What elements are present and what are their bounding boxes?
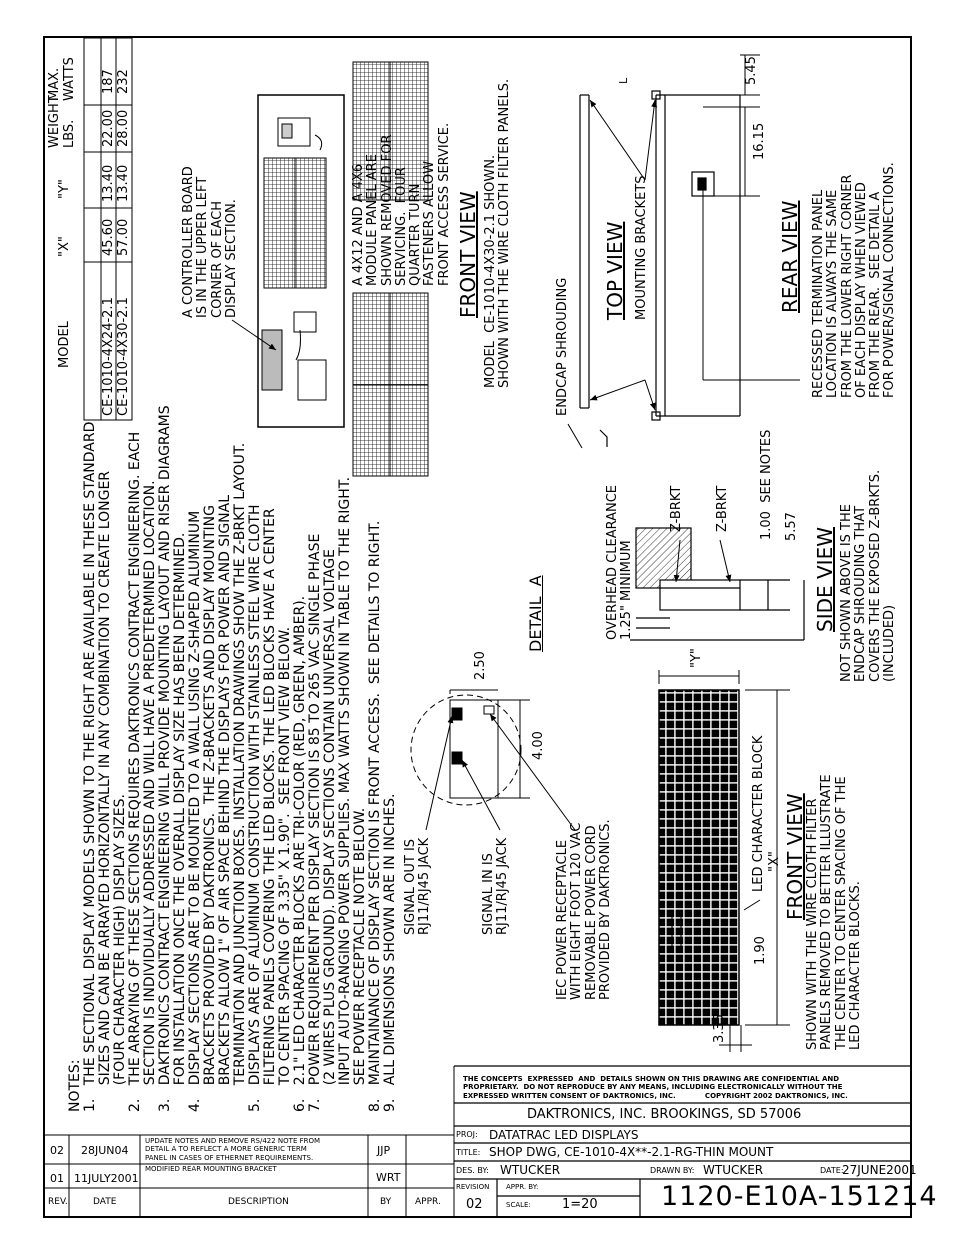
signal-in-label: SIGNAL IN IS RJ11/RJ45 JACK: [481, 837, 511, 935]
note-line: 3. DAKTRONICS CONTRACT ENGINEERING WILL PROVIDE MOUNTING LAYOUT AND RISER DIAGRAMS: [157, 405, 173, 1112]
note-line: 6. 2.1" LED CHARACTER BLOCKS ARE TRI-COLOR (RED, GREEN, AMBER).: [292, 595, 308, 1112]
detail-a-drawing: [411, 690, 530, 805]
table-cell: 57.00: [116, 218, 131, 256]
rev-row-2-by: WRT: [376, 1171, 401, 1184]
note-line: SIZES AND CAN BE ARRAYED HORIZONTALLY IN ANY COMBINATION TO CREATE LONGER: [97, 470, 113, 1112]
iec-label: IEC POWER RECEPTACLE WITH EIGHT FOOT 120 VAC REMOVABLE POWER CORD PROVIDED BY DAKTRONICS.: [555, 819, 613, 1000]
note-line: FILTERING PANELS COVERING THE LED BLOCKS. THE LED BLOCKS HAVE A CENTER: [262, 508, 278, 1112]
rev-header-date: DATE: [93, 1197, 117, 1207]
table-cell: CE-1010-4X30-2.1: [116, 297, 131, 416]
led-block-grid: [659, 690, 739, 1025]
note-line: 4. DISPLAY SECTIONS ARE TO BE MOUNTED TO A WALL USING Z-SHAPED ALUMINUM: [187, 510, 203, 1112]
rear-view-title: REAR VIEW: [778, 200, 802, 313]
note-line: (FOUR CHARACTER HIGH) DISPLAY SIZES.: [112, 794, 128, 1112]
overhead-label: OVERHEAD CLEARANCE 1.25" MINIMUM: [605, 484, 635, 640]
zbrkt-leader-2: [720, 540, 730, 582]
x-dim-label: "X": [767, 851, 782, 872]
dim-557: 5.57: [784, 512, 799, 541]
dim-1615: 16.15: [752, 122, 767, 160]
date-label: DATE:: [820, 1166, 844, 1175]
proj-label: PROJ:: [456, 1130, 478, 1139]
rev-header-description: DESCRIPTION: [228, 1197, 289, 1207]
rev-header-appr: APPR.: [415, 1197, 441, 1207]
mounting-brackets-label: MOUNTING BRACKETS: [634, 175, 649, 320]
table-header-x: "X": [57, 236, 72, 257]
note-line: 8. MAINTAINANCE OF DISPLAY SECTION IS FRONT ACCESS. SEE DETAILS TO RIGHT.: [367, 520, 383, 1112]
detail-a-title: DETAIL A: [526, 575, 545, 652]
dim-250: 2.50: [473, 651, 488, 680]
rev-row-2-description: MODIFIED REAR MOUNTING BRACKET: [145, 1165, 277, 1173]
rev-row-1-date: 28JUN04: [81, 1144, 129, 1157]
des-by-value: WTUCKER: [500, 1163, 561, 1177]
table-cell: 22.00: [101, 109, 116, 147]
table-cell: CE-1010-4X24-2.1: [101, 297, 116, 416]
title-value: SHOP DWG, CE-1010-4X**-2.1-RG-THIN MOUNT: [489, 1145, 774, 1159]
rev-row-2-date: 11JULY2001: [74, 1172, 139, 1185]
dim-335: 3.35: [712, 1014, 727, 1043]
table-header-y: "Y": [57, 179, 72, 199]
side-view-drawing: [630, 528, 804, 640]
rev-row-1-rev: 02: [50, 1144, 64, 1157]
module-panel-label: A 4X12 AND A 4X6 MODULE PANEL ARE SHOWN REMOVED FOR SERVICING. FOUR QUARTER TURN FASTENERS ALLOW FRONT ACCESS SERVICE.: [351, 122, 452, 286]
rev-row-1-by: JJP: [377, 1144, 391, 1157]
rev-row-2-rev: 01: [50, 1172, 64, 1185]
date-value: 27JUNE2001: [842, 1163, 917, 1177]
top-view-title: TOP VIEW: [603, 221, 627, 320]
notes-heading: NOTES:: [67, 1059, 83, 1112]
drawn-by-label: DRAWN BY:: [650, 1166, 695, 1175]
table-cell: 13.40: [101, 164, 116, 202]
note-line: 7. POWER REQUIREMENT PER DISPLAY SECTION IS 85 TO 265 VAC SINGLE PHASE: [307, 533, 323, 1112]
rev-row-1-description: UPDATE NOTES AND REMOVE RS/422 NOTE FROM DETAIL A TO REFLECT A MORE GENERIC TERM PANEL IN CASES OF ETHERNET REQUIREMENTS.: [145, 1137, 321, 1162]
endcap-label: ENDCAP SHROUDING: [555, 277, 570, 416]
proj-value: DATATRAC LED DISPLAYS: [489, 1128, 639, 1142]
des-by-label: DES. BY:: [456, 1166, 489, 1175]
rev-header-by: BY: [380, 1197, 392, 1207]
note-line: TERMINATION AND JUNCTION BOXES. INSTALLATION DRAWINGS SHOW THE Z-BRKT LAYOUT.: [232, 442, 248, 1112]
note-line: FOR INSTALLATION ONCE THE OVERALL DISPLAY SIZE HAS BEEN DETERMINED.: [172, 532, 188, 1112]
led-block-label: LED CHARACTER BLOCK: [751, 735, 766, 892]
note-line: 5. DISPLAYS ARE OF ALUMINUM CONSTRUCTION WITH STAINLESS STEEL WIRE CLOTH: [247, 504, 263, 1112]
side-view-subtitle: NOT SHOWN ABOVE IS THE ENDCAP SHROUDING THAT COVERS THE EXPOSED Z-BRKTS. (INCLUDED): [839, 469, 897, 682]
dim-545: 5.45: [744, 56, 759, 85]
dim-190: 1.90: [753, 936, 768, 965]
revision-label: REVISION: [456, 1183, 490, 1191]
dim-100: 1.00 SEE NOTES: [759, 429, 774, 540]
table-cell: 28.00: [116, 109, 131, 147]
rear-view-subtitle: RECESSED TERMINATION PANEL LOCATION IS ALWAYS THE SAME FROM THE LOWER RIGHT CORNER OF EACH DISPLAY WHEN VIEWED FROM THE REAR. SEE DETAIL A FOR POWER/SIGNAL CONNECTIONS.: [811, 162, 898, 398]
note-line: (2 WIRES PLUS GROUND). DISPLAY SECTIONS CONTAIN UNIVERSAL VOLTAGE: [322, 549, 338, 1112]
l-mark: L: [617, 77, 630, 84]
note-line: BRACKETS ALLOW 1" OF AIR SPACE BEHIND THE DISPLAYS FOR POWER AND SIGNAL: [217, 494, 233, 1112]
detail-a-leaders: [426, 714, 575, 830]
front-view-top-title: FRONT VIEW: [456, 191, 480, 318]
y-dim-label: "Y": [689, 648, 704, 668]
side-view-title: SIDE VIEW: [813, 527, 837, 632]
note-line: SEE POWER RECEPTACLE NOTE BELOW.: [352, 807, 368, 1112]
endcap-leader: [568, 424, 582, 448]
revision-value: 02: [466, 1197, 483, 1212]
controller-label: A CONTROLLER BOARD IS IN THE UPPER LEFT CORNER OF EACH DISPLAY SECTION.: [181, 166, 239, 318]
appr-by-label: APPR. BY:: [506, 1183, 539, 1191]
drawing-number: 1120-E10A-151214: [661, 1181, 938, 1212]
table-cell: 232: [116, 69, 131, 94]
note-line: TO CENTER SPACING OF 3.35" X 1.90". SEE FRONT VIEW BELOW.: [277, 626, 293, 1112]
note-line: BRACKETS PROVIDED BY DAKTRONICS. THE Z-BRACKETS AND DISPLAY MOUNTING: [202, 505, 218, 1112]
front-view-bottom-title: FRONT VIEW: [783, 793, 807, 920]
table-header-weight: WEIGHT LBS.: [47, 95, 77, 148]
table-cell: 187: [101, 69, 116, 94]
rev-header-rev: REV.: [48, 1197, 68, 1207]
dim-400: 4.00: [531, 731, 546, 760]
front-view-bottom-subtitle: SHOWN WITH THE WIRE CLOTH FILTER PANELS REMOVED TO BETTER ILLUSTRATE THE CENTER TO CENTER SPACING OF THE LED CHARACTER BLOCKS.: [805, 774, 863, 1050]
note-line: INPUT AUTO-RANGING POWER SUPPLIES. MAX WATTS SHOWN IN TABLE TO THE RIGHT.: [337, 476, 353, 1112]
scale-label: SCALE:: [506, 1201, 531, 1209]
scale-value: 1=20: [562, 1197, 598, 1212]
confidential-notice: THE CONCEPTS EXPRESSED AND DETAILS SHOWN ON THIS DRAWING ARE CONFIDENTIAL AND PROPRIETARY. DO NOT REPRODUCE BY ANY MEANS, INCLUDING ELECTRONICALLY WITHOUT THE EXPRESSED WRITTEN CONSENT OF DAKTRONICS, INC. COPYRIGHT 2002 DAKTRONICS, INC.: [463, 1075, 848, 1100]
note-line: SECTION IS INDIVIDUALLY ADDRESSED AND WILL HAVE A PREDETERMINED LOCATION.: [142, 480, 158, 1112]
drawn-by-value: WTUCKER: [703, 1163, 764, 1177]
zbrkt-label-2: Z-BRKT: [715, 485, 730, 532]
front-view-top-subtitle: MODEL CE-1010-4X30-2.1 SHOWN. SHOWN WITH THE WIRE CLOTH FILTER PANELS.: [483, 78, 513, 388]
note-line: 1. THE SECTIONAL DISPLAY MODELS SHOWN TO THE RIGHT ARE AVAILABLE IN THESE STANDARD: [82, 421, 98, 1112]
table-header-model: MODEL: [57, 321, 72, 368]
title-label: TITLE:: [456, 1148, 481, 1157]
note-line: 9. ALL DIMENSIONS SHOWN ARE IN INCHES.: [382, 793, 398, 1112]
table-cell: 45.60: [101, 218, 116, 256]
zbrkt-label-1: Z-BRKT: [669, 485, 684, 532]
note-line: 2. THE ARRAYING OF THESE SECTIONS REQUIRES DAKTRONICS CONTRACT ENGINEERING. EACH: [127, 431, 143, 1112]
table-cell: 13.40: [116, 164, 131, 202]
table-header-watts: MAX. WATTS: [47, 57, 77, 101]
signal-out-label: SIGNAL OUT IS RJ11/RJ45 JACK: [403, 837, 433, 935]
company-name: DAKTRONICS, INC. BROOKINGS, SD 57006: [527, 1107, 802, 1122]
